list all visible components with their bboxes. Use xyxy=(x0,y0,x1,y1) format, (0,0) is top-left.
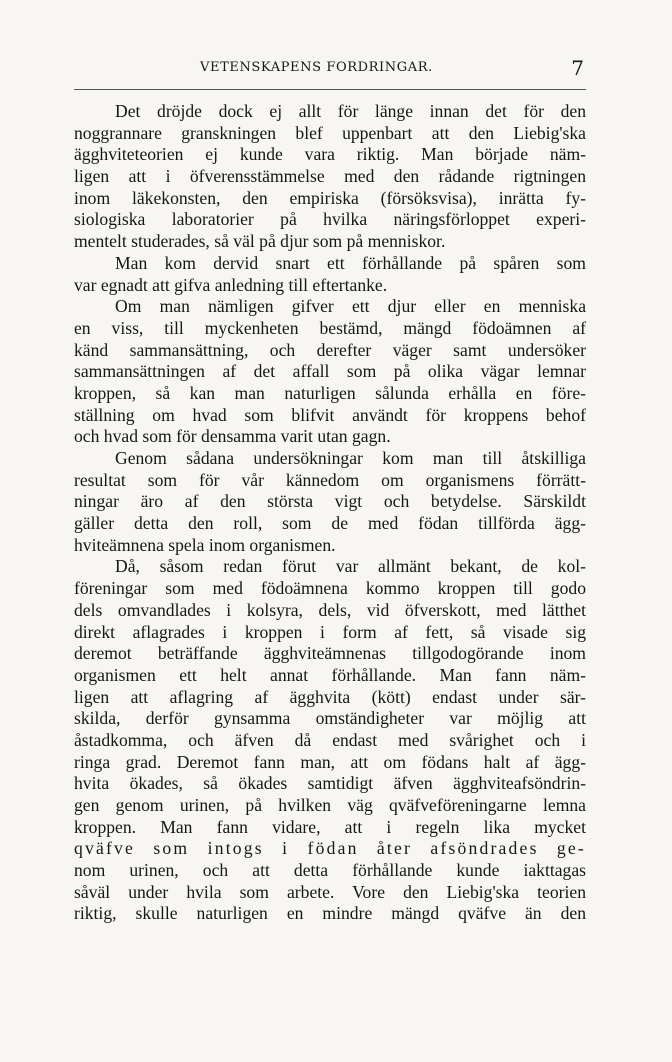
text-line: Man kom dervid snart ett förhållande på spåren som xyxy=(115,252,586,273)
running-head xyxy=(74,56,586,86)
text-line: ligen att aflagring af ägghvita (kött) endast under sär- xyxy=(74,686,586,707)
text-line: hviteämnena spela inom organismen. xyxy=(74,534,336,555)
text-line: gen genom urinen, på hvilken väg qväfveföreningarne lemna xyxy=(74,795,586,815)
text-line: qväfve som intogs i födan åter afsöndrades ge- xyxy=(74,838,586,859)
body-text xyxy=(74,101,586,925)
book-page xyxy=(74,56,586,925)
running-title: VETENSKAPENS FORDRINGAR. xyxy=(200,60,433,75)
page-number: 7 xyxy=(571,56,584,80)
text-line: kroppen, så kan man naturligen sålunda erhålla en före- xyxy=(74,382,586,403)
text-line: ringa grad. Deremot fann man, att om födans halt af ägg- xyxy=(74,751,586,772)
text-line: mentelt studerades, så väl på djur som på menniskor. xyxy=(74,231,446,252)
text-line: föreningar som med födoämnena kommo kroppen till godo xyxy=(74,578,586,599)
text-line: ställning om hvad som blifvit användt för kroppens behof xyxy=(74,404,586,425)
text-line: hvita ökades, så ökades samtidigt äfven ägghviteafsöndrin- xyxy=(74,773,586,794)
text-line: Om man nämligen gifver ett djur eller en menniska xyxy=(115,296,586,317)
text-line: Då, såsom redan förut var allmänt bekant, de kol- xyxy=(115,556,586,577)
text-line: resultat som för vår kännedom om organismens förrätt- xyxy=(74,469,586,490)
text-line: gäller detta den roll, som de med födan tillförda ägg- xyxy=(74,513,586,534)
text-line: dels omvandlades i kolsyra, dels, vid öfverskott, med lätthet xyxy=(74,599,586,620)
text-line: nom urinen, och att detta förhållande kunde iakttagas xyxy=(74,860,586,881)
text-line: Det dröjde dock ej allt för länge innan det för den xyxy=(115,101,586,121)
header-rule xyxy=(74,89,586,90)
text-line: organismen ett helt annat förhållande. Man fann näm- xyxy=(74,664,586,685)
text-line: siologiska laboratorier på hvilka näringsförloppet experi- xyxy=(74,209,586,230)
text-line: kroppen. Man fann vidare, att i regeln lika mycket xyxy=(74,816,586,837)
text-line: såväl under hvila som arbete. Vore den Liebig'ska teorien xyxy=(74,881,586,902)
text-line: sammansättningen af det affall som på olika vägar lemnar xyxy=(74,361,586,382)
text-line: och hvad som för densamma varit utan gagn. xyxy=(74,426,391,447)
text-line: direkt aflagrades i kroppen i form af fett, så visade sig xyxy=(74,621,586,642)
text-line: noggrannare granskningen blef uppenbart att den Liebig'ska xyxy=(74,122,586,143)
text-line: ningar äro af den största vigt och betydelse. Särskildt xyxy=(74,491,586,512)
text-line: känd sammansättning, och derefter väger samt undersöker xyxy=(74,339,586,360)
text-line: var egnadt att gifva anledning till eftertanke. xyxy=(74,274,388,295)
text-line: riktig, skulle naturligen en mindre mängd qväfve än den xyxy=(74,903,586,924)
text-line: ligen att i öfverensstämmelse med den rådande rigtningen xyxy=(74,166,586,187)
text-line: Genom sådana undersökningar kom man till åtskilliga xyxy=(115,448,586,468)
text-line: en viss, till myckenheten bestämd, mängd födoämnen af xyxy=(74,317,586,338)
text-line: deremot beträffande ägghviteämnenas tillgodogörande inom xyxy=(74,643,586,664)
text-line: inom läkekonsten, den empiriska (försöksvisa), inrätta fy- xyxy=(74,187,586,208)
text-line: skilda, derför gynsamma omständigheter var möjlig att xyxy=(74,708,586,729)
text-line: åstadkomma, och äfven då endast med svårighet och i xyxy=(74,729,586,750)
text-line: ägghviteteorien ej kunde vara riktig. Man började näm- xyxy=(74,144,586,165)
